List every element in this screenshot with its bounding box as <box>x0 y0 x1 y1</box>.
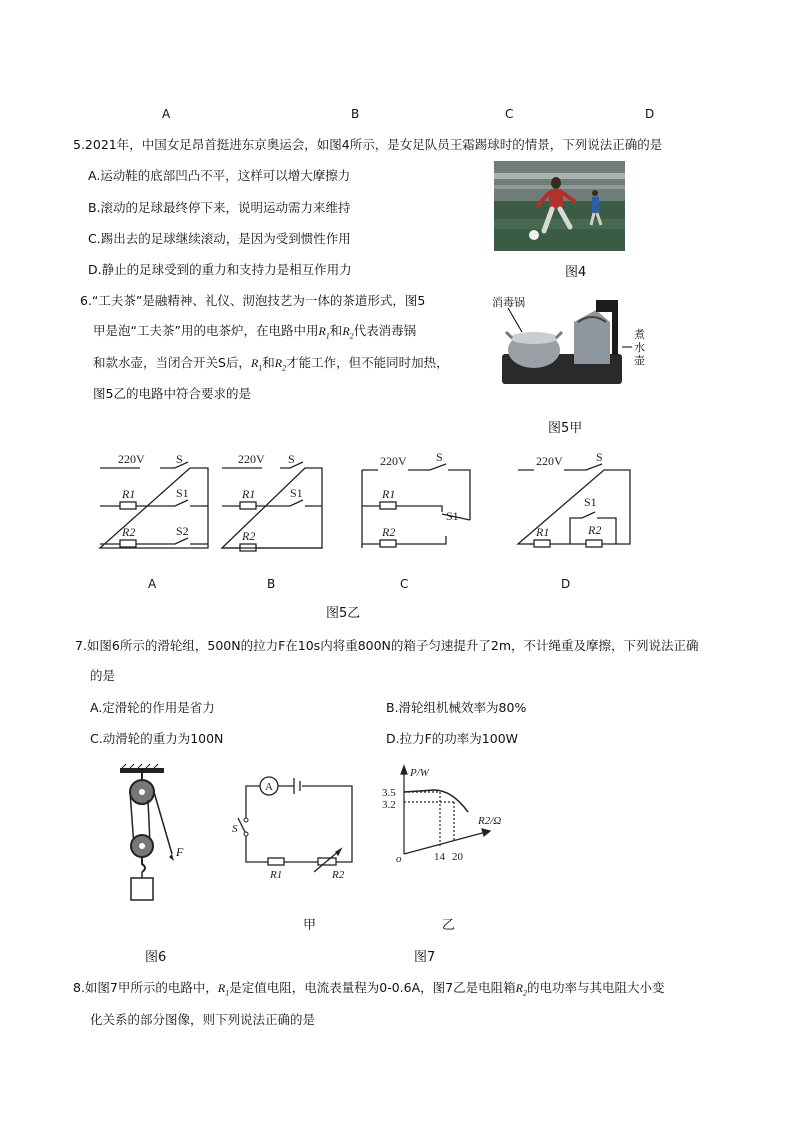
circuit-d-r1: R1 <box>536 525 550 539</box>
circuit-label-a: A <box>148 577 157 591</box>
q7-stem-line2: 的是 <box>90 668 116 683</box>
q6-line3-a: 和款水壶，当闭合开关S后， <box>93 355 251 370</box>
circuit7-switch-label: S <box>232 823 238 835</box>
q8-line1-a: 8.如图7甲所示的电路中， <box>73 980 218 995</box>
top-label-b: B <box>351 107 360 121</box>
q6-line2-a: 甲是泡“工夫茶”用的电茶炉，在电路中用 <box>93 323 319 338</box>
q6-r2-symbol-b: $R_2$ <box>274 356 287 373</box>
circuit-c-s1: S1 <box>446 509 459 523</box>
circuit-b-r2: R2 <box>242 529 256 543</box>
circuit-b-switch: S <box>288 452 295 466</box>
photo-label-kettle: 煮水壶 <box>634 328 645 367</box>
q6-r1-symbol: $R_1$ <box>318 324 330 341</box>
circuit7-r1-label: R1 <box>270 869 283 881</box>
q6-line2 <box>93 321 416 340</box>
circuit-d-s1: S1 <box>584 495 597 509</box>
photo-label-sterilizer: 消毒锅 <box>492 296 525 309</box>
q6-line3-b: 和 <box>262 355 275 370</box>
q6-r1-symbol-b: $R_1$ <box>250 356 263 373</box>
circuit7-r2-label: R2 <box>332 869 345 881</box>
circuit-label-c: C <box>400 577 409 591</box>
q5-stem: 5.2021年，中国女足昂首挺进东京奥运会，如图4所示，是女足队员王霜踢球时的情景，下列说法正确的是 <box>73 137 663 152</box>
graph-ytick-32: 3.2 <box>382 799 396 811</box>
q6-line1: 6.“工夫茶”是融精神、礼仪、沏泡技艺为一体的茶道形式，图5 <box>80 293 426 308</box>
circuit-c-r2: R2 <box>382 525 396 539</box>
circuit-diagram-7 <box>228 772 358 882</box>
circuit-d-voltage: 220V <box>536 454 563 468</box>
circuit-a-s2: S2 <box>176 524 189 538</box>
q8-line1-c: 的电功率与其电阻大小变 <box>526 980 665 995</box>
circuit-a-voltage: 220V <box>118 452 145 466</box>
q7-option-b: B.滑轮组机械效率为80% <box>386 700 527 715</box>
circuit-b-s1: S1 <box>290 486 303 500</box>
q7-stem-line1: 7.如图6所示的滑轮组，500N的拉力F在10s内将重800N的箱子匀速提升了2m，不计绳重及摩擦，下列说法正确 <box>75 638 699 653</box>
q6-line2-b: 和 <box>329 323 343 338</box>
q8-r1-symbol: $R_1$ <box>217 981 230 998</box>
q7-option-a: A.定滑轮的作用是省力 <box>90 700 215 715</box>
figure7-jia-label: 甲 <box>303 918 317 933</box>
circuit-diagrams-5 <box>90 448 650 558</box>
q6-line2-c: 代表消毒锅 <box>353 323 417 338</box>
q7-option-c: C.动滑轮的重力为100N <box>90 731 224 746</box>
circuit-a-s1: S1 <box>176 486 189 500</box>
tea-stove-photo <box>492 292 660 392</box>
circuit-c-r1: R1 <box>382 487 396 501</box>
q6-line3 <box>93 353 449 372</box>
circuit-label-b: B <box>267 577 276 591</box>
top-label-a: A <box>162 107 171 121</box>
figure5-yi-caption: 图5乙 <box>326 606 361 621</box>
circuit-d-r2: R2 <box>588 523 602 537</box>
circuit-label-d: D <box>561 577 571 591</box>
q5-option-d: D.静止的足球受到的重力和支持力是相互作用力 <box>88 262 352 277</box>
q6-line4: 图5乙的电路中符合要求的是 <box>93 386 251 401</box>
soccer-photo-drawing <box>494 161 625 251</box>
circuit-a-r1: R1 <box>122 487 136 501</box>
power-resistance-graph <box>378 762 528 872</box>
figure4-caption: 图4 <box>565 265 587 280</box>
circuit-d-switch: S <box>596 450 603 464</box>
figure6-caption: 图6 <box>145 950 167 965</box>
graph-origin: o <box>396 853 402 865</box>
figure7-caption: 图7 <box>414 950 436 965</box>
top-label-c: C <box>505 107 514 121</box>
figure7-yi-label: 乙 <box>442 918 456 933</box>
q5-option-b: B.滚动的足球最终停下来，说明运动需力来维持 <box>88 200 351 215</box>
pulley-diagram <box>112 764 202 904</box>
circuit-c-voltage: 220V <box>380 454 407 468</box>
q6-r2-symbol: $R_2$ <box>342 324 354 341</box>
q5-option-c: C.踢出去的足球继续滚动，是因为受到惯性作用 <box>88 231 351 246</box>
q8-line1-b: 是定值电阻，电流表量程为0-0.6A，图7乙是电阻箱 <box>229 980 516 995</box>
q8-r2-symbol: $R_2$ <box>515 981 527 998</box>
circuit-c-switch: S <box>436 450 443 464</box>
q5-option-a: A.运动鞋的底部凹凸不平，这样可以增大摩擦力 <box>88 168 351 183</box>
soccer-photo <box>494 161 625 251</box>
figure5-jia-caption: 图5甲 <box>548 421 583 436</box>
graph-ytick-35: 3.5 <box>382 787 396 799</box>
q8-line2: 化关系的部分图像，则下列说法正确的是 <box>90 1012 316 1027</box>
q7-option-d: D.拉力F的功率为100W <box>386 731 519 746</box>
pulley-force-label: F <box>176 845 184 859</box>
q6-line3-c: 才能工作，但不能同时加热， <box>286 355 449 370</box>
graph-xlabel: R2/Ω <box>478 815 502 827</box>
graph-ylabel: P/W <box>410 767 429 779</box>
graph-xtick-14: 14 <box>434 851 445 863</box>
graph-xtick-20: 20 <box>452 851 463 863</box>
circuit-a-r2: R2 <box>122 525 136 539</box>
circuit-b-voltage: 220V <box>238 452 265 466</box>
circuit-b-r1: R1 <box>242 487 256 501</box>
q8-line1 <box>73 978 664 997</box>
circuit-a-switch: S <box>176 452 183 466</box>
ammeter-label: A <box>265 781 273 793</box>
top-label-d: D <box>645 107 655 121</box>
